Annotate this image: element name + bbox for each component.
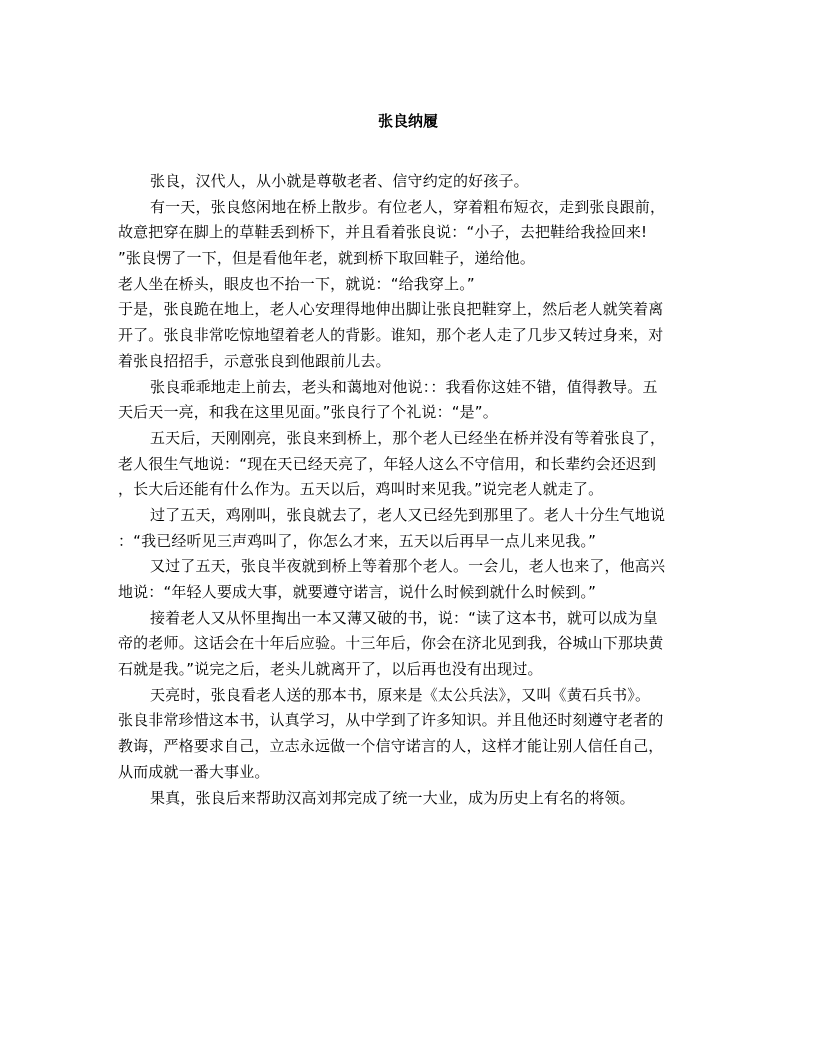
text-line: 地说：“年轻人要成大事，就要遵守诺言，说什么时候到就什么时候到。” [118, 583, 596, 601]
text-line: 天亮时，张良看老人送的那本书，原来是《太公兵法》，又叫《黄石兵书》。 [150, 685, 651, 704]
text-line: 五天后，天刚刚亮，张良来到桥上，那个老人已经坐在桥并没有等着张良了， [150, 428, 666, 447]
text-line: 张良乖乖地走上前去，老头和蔼地对他说：：我看你这娃不错，值得教导。五 [150, 377, 658, 396]
text-line: 石就是我。”说完之后，老头儿就离开了，以后再也没有出现过。 [118, 660, 543, 679]
text-line: 果真，张良后来帮助汉高刘邦完成了统一大业，成为历史上有名的将领。 [150, 788, 635, 807]
text-line: 于是，张良跪在地上，老人心安理得地伸出脚让张良把鞋穿上，然后老人就笑着离 [118, 300, 664, 319]
text-line: 又过了五天，张良半夜就到桥上等着那个老人。一会儿，老人也来了，他高兴 [150, 557, 666, 576]
text-line: 故意把穿在脚上的草鞋丢到桥下，并且看着张良说：“小子，去把鞋给我捡回来! [118, 223, 648, 242]
text-line: 天后天一亮，和我在这里见面。”张良行了个礼说：“是”。 [118, 403, 498, 422]
text-line: 老人坐在桥头，眼皮也不抬一下，就说：“给我穿上。” [118, 274, 475, 293]
text-line: ，长大后还能有什么作为。五天以后，鸡叫时来见我。”说完老人就走了。 [118, 480, 604, 499]
text-line: ：“我已经听见三声鸡叫了，你怎么才来，五天以后再早一点儿来见我。” [118, 531, 596, 550]
document-body [118, 169, 698, 811]
text-line: ”张良愣了一下，但是看他年老，就到桥下取回鞋子，递给他。 [118, 249, 535, 268]
text-line: 过了五天，鸡刚叫，张良就去了，老人又已经先到那里了。老人十分生气地说 [150, 505, 666, 524]
text-line: 帝的老师。这话会在十年后应验。十三年后，你会在济北见到我，谷城山下那块黄 [118, 634, 664, 653]
text-line: 张良，汉代人，从小就是尊敬老者、信守约定的好孩子。 [150, 172, 529, 190]
text-line: 有一天，张良悠闲地在桥上散步。有位老人，穿着粗布短衣，走到张良跟前， [150, 197, 666, 216]
text-line: 着张良招招手，示意张良到他跟前儿去。 [118, 351, 391, 370]
text-line: 教诲，严格要求自己，立志永远做一个信守诺言的人，这样才能让别人信任自己， [118, 737, 664, 756]
text-line: 接着老人又从怀里掏出一本又薄又破的书，说：“读了这本书，就可以成为皇 [150, 608, 658, 627]
text-line: 老人很生气地说：“现在天已经天亮了，年轻人这么不守信用，和长辈约会还迟到 [118, 454, 657, 473]
text-line: 从而成就一番大事业。 [118, 762, 270, 781]
text-line: 张良非常珍惜这本书，认真学习，从中学到了许多知识。并且他还时刻遵守老者的 [118, 711, 664, 730]
text-line: 开了。张良非常吃惊地望着老人的背影。谁知，那个老人走了几步又转过身来，对 [118, 326, 664, 345]
document-title: 张良纳履 [377, 112, 438, 130]
